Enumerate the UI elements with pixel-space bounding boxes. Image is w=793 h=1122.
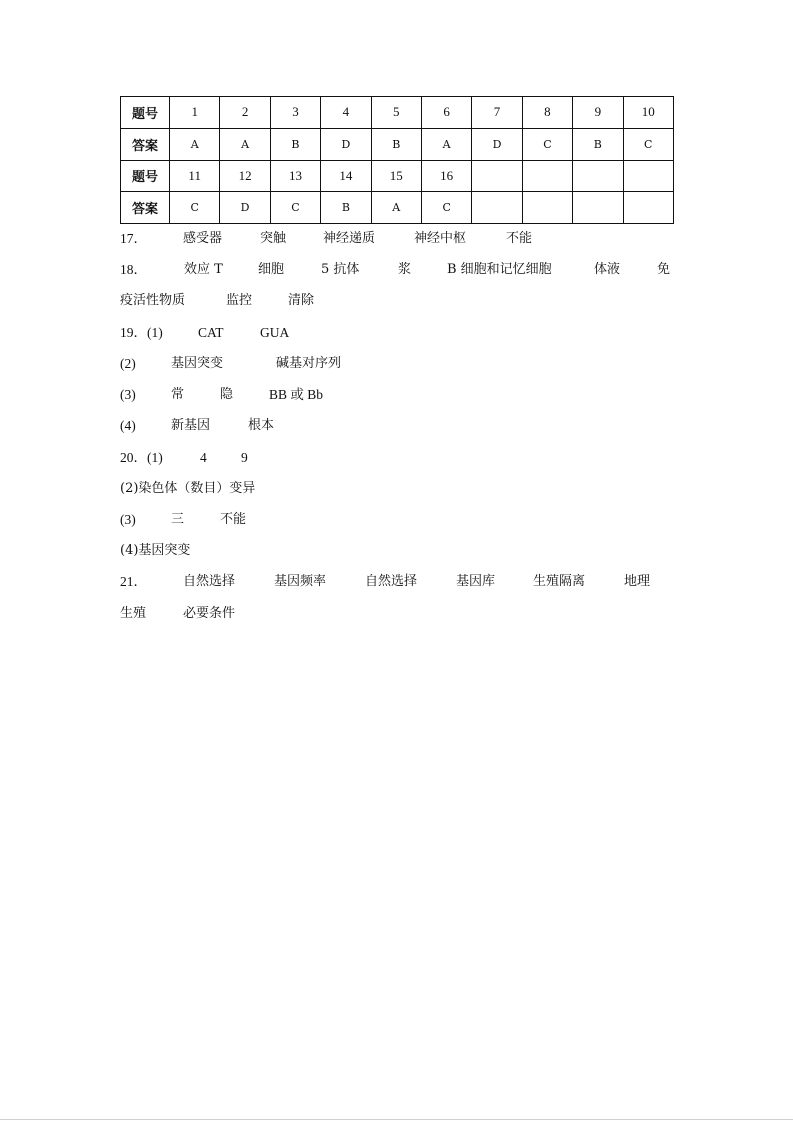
table-cell: C: [421, 192, 471, 224]
q19-line-2: [120, 354, 680, 374]
q20-3-number: (3): [120, 512, 136, 527]
table-cell: 8: [522, 97, 572, 129]
q17-answer-3: 神经递质: [323, 231, 376, 246]
table-cell: B: [371, 128, 421, 160]
table-cell: [623, 160, 673, 192]
q17-answer-4: 神经中枢: [414, 231, 467, 246]
q18-answer-6: 体液: [594, 262, 621, 277]
table-cell: [623, 192, 673, 224]
table-row: [121, 192, 674, 224]
table-cell: D: [321, 128, 371, 160]
q21-answer-8: 必要条件: [183, 606, 236, 621]
table-cell: D: [220, 192, 270, 224]
q18-answer-4: 浆: [398, 262, 412, 277]
table-cell: C: [522, 128, 572, 160]
table-cell: 11: [170, 160, 220, 192]
table-cell: B: [321, 192, 371, 224]
row-header: 题号: [121, 160, 170, 192]
table-cell: A: [371, 192, 421, 224]
q18-answer-5: B 细胞和记忆细胞: [447, 262, 552, 277]
row-header: 题号: [121, 97, 170, 129]
q20-3-answer-1: 三: [171, 512, 185, 527]
q20-line-2: [120, 479, 680, 499]
q19-2-number: (2): [120, 356, 136, 371]
table-cell: 15: [371, 160, 421, 192]
q19-line-1: [120, 323, 680, 343]
table-row: [121, 97, 674, 129]
q19-2-answer-1: 基因突变: [171, 356, 224, 371]
table-cell: 6: [421, 97, 471, 129]
table-cell: [573, 192, 623, 224]
q19-number: 19．(1): [120, 325, 163, 340]
table-cell: 9: [573, 97, 623, 129]
table-cell: 12: [220, 160, 270, 192]
q21-line-1: [120, 572, 680, 592]
q21-answer-5: 生殖隔离: [533, 574, 586, 589]
table-cell: B: [573, 128, 623, 160]
q21-answer-4: 基因库: [456, 574, 496, 589]
q18-line-1: [120, 260, 680, 280]
q19-2-answer-2: 碱基对序列: [276, 356, 342, 371]
q18-answer-3: 5 抗体: [321, 262, 360, 277]
q20-line-1: [120, 448, 680, 468]
q17-line: [120, 229, 680, 249]
table-cell: 14: [321, 160, 371, 192]
q17-number: 17．: [120, 231, 147, 246]
table-cell: D: [472, 128, 522, 160]
q19-3-number: (3): [120, 387, 136, 402]
q18-answer-2: 细胞: [258, 262, 285, 277]
q21-answer-6: 地理: [624, 574, 651, 589]
q20-4-answer: (4)基因突变: [120, 543, 191, 558]
table-row: [121, 128, 674, 160]
table-cell: [472, 160, 522, 192]
table-cell: 3: [270, 97, 320, 129]
q21-answer-3: 自然选择: [365, 574, 418, 589]
q21-number: 21．: [120, 574, 147, 589]
table-cell: [472, 192, 522, 224]
q18-answer-10: 清除: [288, 293, 315, 308]
q19-1-answer-1: CAT: [198, 325, 224, 340]
q21-answer-7: 生殖: [120, 606, 147, 621]
page-bottom-divider: [0, 1119, 793, 1120]
q19-3-answer-2: 隐: [220, 387, 234, 402]
table-row: [121, 160, 674, 192]
q17-answer-1: 感受器: [183, 231, 223, 246]
table-cell: [522, 160, 572, 192]
table-cell: 16: [421, 160, 471, 192]
table-cell: 5: [371, 97, 421, 129]
q20-line-4: [120, 541, 680, 561]
q20-3-answer-2: 不能: [220, 512, 247, 527]
table-cell: C: [270, 192, 320, 224]
table-cell: [573, 160, 623, 192]
table-cell: A: [220, 128, 270, 160]
table-cell: [522, 192, 572, 224]
row-header: 答案: [121, 128, 170, 160]
q20-2-answer: (2)染色体（数目）变异: [120, 481, 256, 496]
q20-1-answer-1: 4: [200, 450, 207, 465]
q19-line-3: [120, 385, 680, 405]
q18-answer-7: 免: [657, 262, 671, 277]
table-cell: 10: [623, 97, 673, 129]
q21-line-2: [120, 604, 680, 624]
table-cell: C: [170, 192, 220, 224]
q18-line-2: [120, 291, 680, 311]
table-cell: A: [421, 128, 471, 160]
table-cell: C: [623, 128, 673, 160]
q19-4-answer-2: 根本: [248, 418, 275, 433]
q19-3-answer-3: BB 或 Bb: [269, 387, 324, 402]
table-cell: 4: [321, 97, 371, 129]
table-cell: B: [270, 128, 320, 160]
row-header: 答案: [121, 192, 170, 224]
q18-number: 18．: [120, 262, 147, 277]
table-cell: 1: [170, 97, 220, 129]
q19-4-number: (4): [120, 418, 136, 433]
q20-number: 20．(1): [120, 450, 163, 465]
table-cell: 2: [220, 97, 270, 129]
q17-answer-5: 不能: [506, 231, 533, 246]
q21-answer-2: 基因频率: [274, 574, 327, 589]
q17-answer-2: 突触: [260, 231, 287, 246]
q20-line-3: [120, 510, 680, 530]
q18-answer-1: 效应 T: [184, 262, 223, 277]
q21-answer-1: 自然选择: [183, 574, 236, 589]
answer-table: [120, 96, 674, 224]
q19-line-4: [120, 416, 680, 436]
q19-4-answer-1: 新基因: [171, 418, 211, 433]
table-cell: A: [170, 128, 220, 160]
q19-3-answer-1: 常: [171, 387, 185, 402]
q20-1-answer-2: 9: [241, 450, 248, 465]
table-cell: 7: [472, 97, 522, 129]
q18-answer-9: 监控: [226, 293, 253, 308]
table-cell: 13: [270, 160, 320, 192]
q18-answer-8: 疫活性物质: [120, 293, 186, 308]
q19-1-answer-2: GUA: [260, 325, 290, 340]
